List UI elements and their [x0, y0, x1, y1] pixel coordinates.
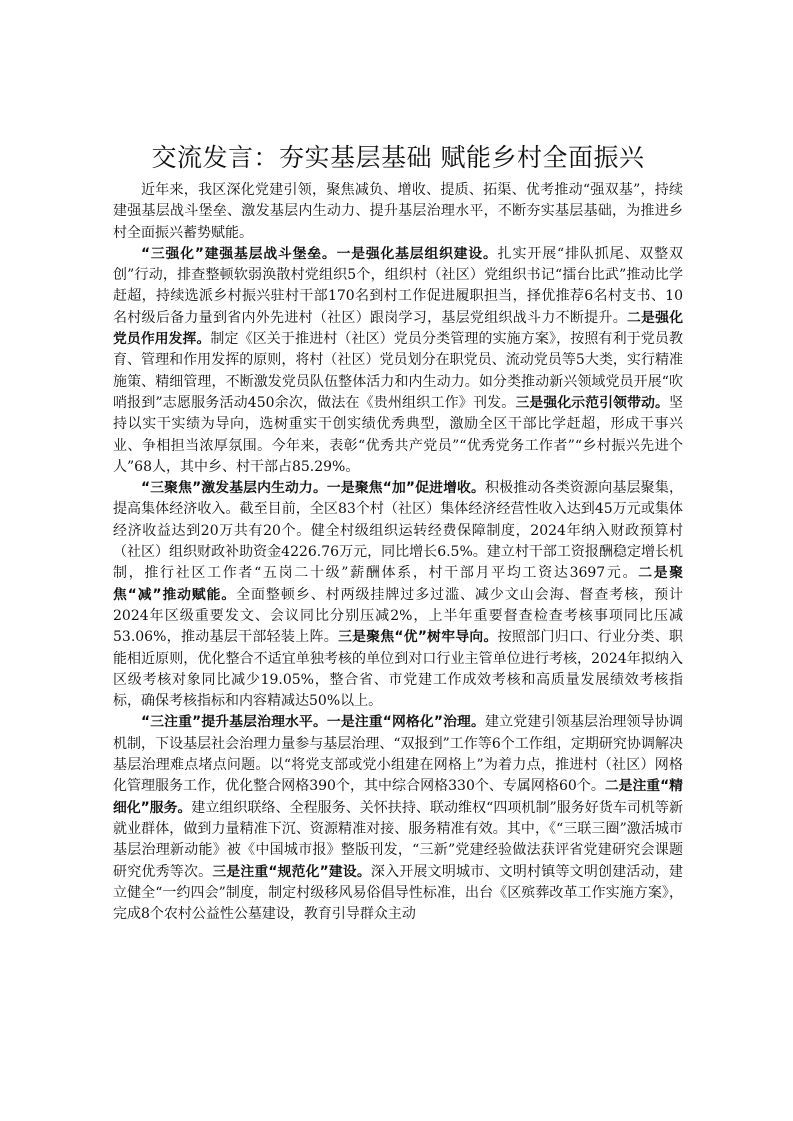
point-label: 二是强化党员作用发挥。	[113, 309, 684, 348]
point-text: 深入开展文明城市、文明村镇等文明创建活动，建立健全“一约四会”制度，制定村级移风易俗倡导性标准，出台《区殡葬改革工作实施方案》，完成8个农村公益性公墓建设，教育引导群众主动	[113, 863, 684, 923]
section-strengthen	[113, 244, 683, 478]
point-label: 二是聚焦“减”推动赋能。	[113, 565, 683, 603]
section-heading: “三注重”提升基层治理水平。	[141, 714, 327, 731]
point-text: 全面整顿乡、村两级挂牌过多过滥、减少文山会海、督查考核，预计2024年区级重要发文、会议同比分别压减2%，上半年重要督查检查考核事项同比压减53.06%，推动基层干部轻装上阵。	[113, 586, 684, 646]
document-title: 交流发言：夯实基层基础 赋能乡村全面振兴	[151, 143, 645, 172]
section-heading: “三聚焦”激发基层内生动力。	[141, 480, 327, 497]
point-text: 按照部门归口、行业分类、职能相近原则，优化整合不适宜单独考核的单位到对口行业主管单位进行考核，2024年拟纳入区级考核对象同比减少19.05%，整合省、市党建工作成效考核和高质量发展绩效考核指标，确保考核指标和内容精减达50%以上。	[113, 629, 683, 710]
point-label: 三是聚焦“优”树牢导向。	[338, 629, 498, 646]
point-label: 三是注重“规范化”建设。	[212, 863, 371, 880]
point-label: 一是聚焦“加”促进增收。	[326, 480, 485, 497]
point-label: 二是注重“精细化”服务。	[113, 778, 683, 816]
point-text: 建立组织联络、全程服务、关怀扶持、联动维权“四项机制”服务好货车司机等新就业群体，做到力量精准下沉、资源精准对接、服务精准有效。其中，《“三联三圈”激活城市基层治理新动能》被《中国城市报》整版刊发，“三新”党建经验做法获评省党建研究会课题研究优秀等次。	[113, 799, 683, 880]
point-label: 三是强化示范引领带动。	[515, 394, 669, 411]
document-body	[113, 140, 683, 925]
point-text: 积极推动各类资源向基层聚集，提高集体经济收入。截至目前，全区83个村（社区）集体经济经营性收入达到45万元或集体经济收益达到20万共有20个。健全村级组织运转经费保障制度，2024年纳入财政预算村（社区）组织财政补助资金4226.76万元，同比增长6.5%。建立村干部工资报酬稳定增长机制，推行社区工作者“五岗二十级”薪酬体系，村干部月平均工资达3697元。	[113, 480, 683, 582]
intro-paragraph: 近年来，我区深化党建引领，聚焦减负、增收、提质、拓渠、优考推动“强双基”，持续建强基层战斗堡垒、激发基层内生动力、提升基层治理水平，不断夯实基层基础，为推进乡村全面振兴蓄势赋能。	[113, 182, 683, 241]
point-text: 坚持以实干实绩为导向，选树重实干创实绩优秀典型，激励全区干部比学赶超，形成干事兴业、争相担当浓厚氛围。今年来，表彰“优秀共产党员”“优秀党务工作者”“乡村振兴先进个人”68人，其中乡、村干部占85.29%。	[113, 394, 683, 475]
point-label: 一是强化基层组织建设。	[336, 245, 498, 262]
section-heading: “三强化”建强基层战斗堡垒。	[141, 245, 337, 262]
section-focus	[113, 478, 683, 712]
point-text: 扎实开展“排队抓尾、双整双创”行动，排查整顿软弱涣散村党组织5个，组织村（社区）党组织书记“擂台比武”推动比学赶超，持续选派乡村振兴驻村干部170名到村工作促进履职担当，择优推荐6名村支书、10名村级后备力量到省内外先进村（社区）跟岗学习，基层党组织战斗力不断提升。	[113, 245, 683, 326]
point-label: 一是注重“网格化”治理。	[326, 714, 485, 731]
point-text: 建立党建引领基层治理领导协调机制，下设基层社会治理力量参与基层治理、“双报到”工作等6个工作组，定期研究协调解决基层治理难点堵点问题。以“将党支部或党小组建在网格上”为着力点，推进村（社区）网格化管理服务工作，优化整合网格390个，其中综合网格330个、专属网格60个。	[113, 714, 683, 795]
section-emphasis	[113, 712, 683, 925]
point-text: 制定《区关于推进村（社区）党员分类管理的实施方案》，按照有利于党员教育、管理和作用发挥的原则，将村（社区）党员划分在职党员、流动党员等5大类，实行精准施策、精细管理，不断激发党员队伍整体活力和内生动力。如分类推动新兴领域党员开展“吹哨报到”志愿服务活动450余次，做法在《贵州组织工作》刊发。	[113, 331, 684, 411]
